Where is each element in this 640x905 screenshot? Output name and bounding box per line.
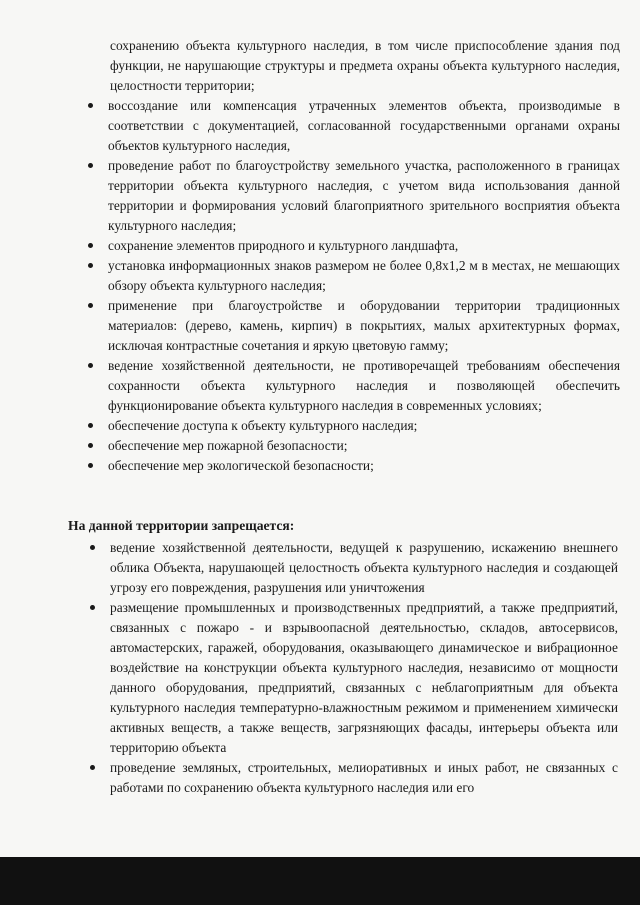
list-item-text: проведение земляных, строительных, мелиоративных и иных работ, не связанных с работами по сохранению объекта культурного наследия или его — [110, 760, 618, 795]
list-item-text: ведение хозяйственной деятельности, ведущей к разрушению, искажению внешнего облика Объекта, нарушающей целостность объекта культурного наследия и создающей угрозу его повреждения, разрушения или уничтожения — [110, 540, 618, 595]
list-item — [108, 436, 620, 456]
scan-border — [0, 857, 640, 905]
list-item-text: проведение работ по благоустройству земельного участка, расположенного в границах территории объекта культурного наследия, с учетом вида использования данной территории и формирования условий благоприятного зрительного восприятия объекта культурного наследия; — [108, 158, 620, 233]
bullet-icon — [88, 263, 93, 268]
list-item — [108, 456, 620, 476]
bullet-icon — [90, 765, 95, 770]
list-item — [108, 296, 620, 356]
list-item — [108, 356, 620, 416]
bullet-icon — [88, 463, 93, 468]
list-item-text: воссоздание или компенсация утраченных элементов объекта, производимые в соответствии с документацией, согласованной государственными органами охраны объектов культурного наследия, — [108, 98, 620, 153]
list-item — [110, 598, 618, 758]
section-heading: На данной территории запрещается: — [68, 518, 295, 533]
list-item-text: обеспечение доступа к объекту культурного наследия; — [108, 418, 418, 433]
list-item — [108, 96, 620, 156]
bullet-icon — [88, 303, 93, 308]
permitted-list — [108, 96, 620, 476]
list-item — [110, 758, 618, 798]
list-item-text: обеспечение мер экологической безопасности; — [108, 458, 374, 473]
list-item-text: сохранение элементов природного и культурного ландшафта, — [108, 238, 459, 253]
list-item — [108, 416, 620, 436]
prohibited-list — [110, 538, 618, 798]
bullet-icon — [88, 163, 93, 168]
bullet-icon — [90, 605, 95, 610]
bullet-icon — [90, 545, 95, 550]
list-item — [108, 256, 620, 296]
bullet-icon — [88, 243, 93, 248]
intro-paragraph: сохранению объекта культурного наследия, в том числе приспособление здания под функции, не нарушающие структуры и предмета охраны объекта культурного наследия, целостности территории; — [110, 38, 620, 93]
list-item — [108, 156, 620, 236]
list-item-text: применение при благоустройстве и оборудовании территории традиционных материалов: (дерево, камень, кирпич) в покрытиях, малых архитектурных формах, исключая контрастные сочетания и яркую цветовую гамму; — [108, 298, 620, 353]
bullet-icon — [88, 443, 93, 448]
bullet-icon — [88, 423, 93, 428]
list-item — [110, 538, 618, 598]
list-item-text: установка информационных знаков размером не более 0,8х1,2 м в местах, не мешающих обзору объекта культурного наследия; — [108, 258, 620, 293]
bullet-icon — [88, 363, 93, 368]
list-item — [108, 236, 620, 256]
list-item-text: обеспечение мер пожарной безопасности; — [108, 438, 348, 453]
list-item-text: размещение промышленных и производственных предприятий, а также предприятий, связанных с пожаро - и взрывоопасной деятельностью, складов, автосервисов, автомастерских, гаражей, оборудования, оказывающего динамическое и вибрационное воздействие на конструкции объекта культурного наследия, независимо от мощности данного оборудования, предприятий, связанных с неблагоприятным для объекта культурного наследия температурно-влажностным режимом и применением химически активных веществ, а также веществ, загрязняющих фасады, интерьеры объекта или территорию объекта — [110, 600, 618, 755]
list-item-text: ведение хозяйственной деятельности, не противоречащей требованиям обеспечения сохранности объекта культурного наследия и позволяющей обеспечить функционирование объекта культурного наследия в современных условиях; — [108, 358, 620, 413]
bullet-icon — [88, 103, 93, 108]
